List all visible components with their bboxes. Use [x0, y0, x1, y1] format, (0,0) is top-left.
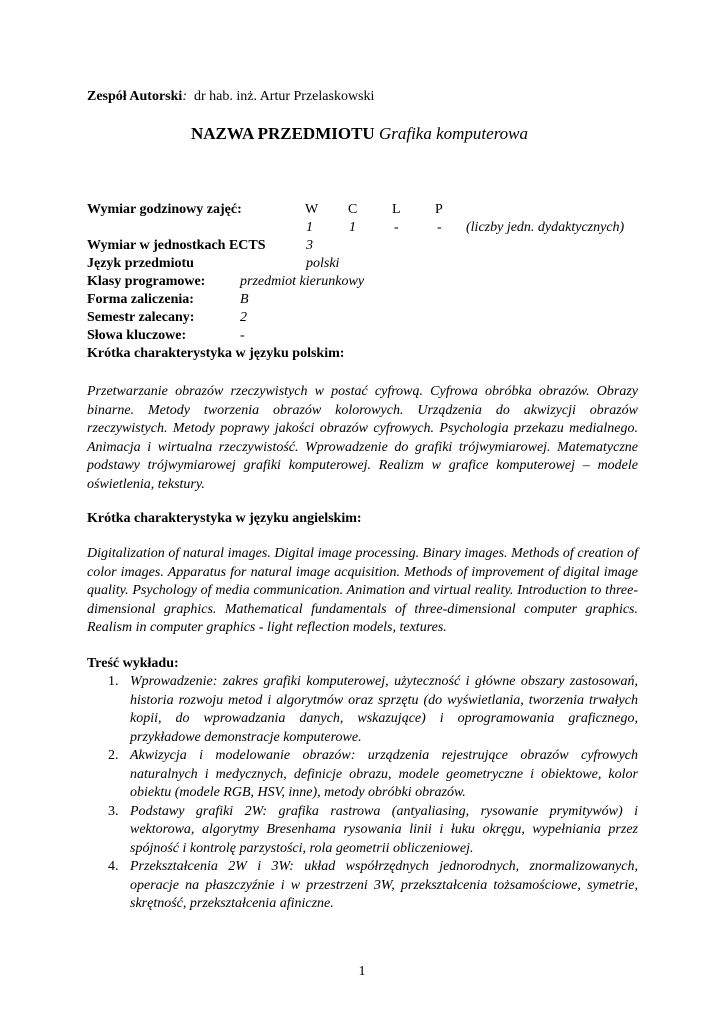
ects-label: Wymiar w jednostkach ECTS — [87, 238, 266, 253]
list-item-text: Akwizycja i modelowanie obrazów: urządzenia rejestrujące obrazów cyfrowych naturalnych i medycznych, definicje obrazu, modele geometryczne i obiektowe, kolor obiektu (modele RGB, HSV, inne), metody obróbki obrazów. — [130, 748, 638, 800]
subject-label: NAZWA PRZEDMIOTU — [191, 124, 375, 143]
hours-val-l: - — [394, 220, 399, 235]
hours-col-w: W — [305, 202, 319, 217]
list-item-number: 4. — [108, 859, 119, 874]
form-label: Forma zaliczenia: — [87, 292, 194, 307]
language-value: polski — [306, 256, 340, 271]
list-item — [108, 673, 638, 747]
lecture-label: Treść wykładu: — [87, 656, 179, 671]
page-title — [191, 124, 528, 144]
hours-col-c: C — [348, 202, 358, 217]
semester-value: 2 — [240, 310, 247, 325]
program-label: Klasy programowe: — [87, 274, 206, 289]
list-item — [108, 803, 638, 859]
page-number: 1 — [358, 964, 366, 979]
list-item — [108, 747, 638, 803]
desc-pl-text: Przetwarzanie obrazów rzeczywistych w postać cyfrową. Cyfrowa obróbka obrazów. Obrazy binarne. Metody tworzenia obrazów kolorowych. Urządzenia do akwizycji obrazów rzeczywistych. Metody poprawy jakości obrazów cyfrowych. Psychologia przekazu medialnego. Animacja i wirtualna rzeczywistość. Wprowadzenie do grafiki trójwymiarowej. Matematyczne podstawy trójwymiarowej grafiki komputerowej. Realizm w grafice komputerowej – modele oświetlenia, tekstury. — [87, 384, 638, 492]
list-item-text: Podstawy grafiki 2W: grafika rastrowa (antyaliasing, rysowanie prymitywów) i wektorowa, algorytmy Bresenhama rysowania linii i łuku okręgu, wypełniania przez spójność i kontrolę parzystości, rola geometrii obliczeniowej. — [130, 803, 638, 856]
keywords-label: Słowa kluczowe: — [87, 328, 187, 343]
desc-en-label: Krótka charakterystyka w języku angielskim: — [87, 511, 362, 526]
authors-colon: : — [182, 89, 187, 104]
language-label: Język przedmiotu — [87, 256, 194, 271]
list-item — [108, 858, 638, 914]
desc-en-text: Digitalization of natural images. Digital image processing. Binary images. Methods of creation of color images. Apparatus for natural image acquisition. Methods of improvement of digital image quality. Psychology of media communication. Animation and virtual reality. Introduction to three-dimensional graphics. Mathematical fundamentals of three-dimensional computer graphics. Realism in computer graphics - light reflection models, textures. — [87, 546, 638, 635]
subject-name: Grafika komputerowa — [378, 124, 529, 143]
desc-pl-label: Krótka charakterystyka w języku polskim: — [87, 346, 345, 361]
hours-col-p: P — [435, 202, 443, 217]
hours-val-w: 1 — [306, 220, 313, 235]
hours-label: Wymiar godzinowy zajęć: — [87, 202, 242, 217]
list-item-text: Wprowadzenie: zakres grafiki komputerowej, użyteczność i główne obszary zastosowań, historia rozwoju metod i algorytmów oraz sprzętu (do wyświetlania, tworzenia trwałych kopii, do wprowadzania danych, wskazujące) i oprogramowania graficznego, przykładowe demonstracje komputerowe. — [130, 674, 638, 745]
hours-note: (liczby jedn. dydaktycznych) — [466, 220, 625, 235]
authors-line — [87, 88, 374, 106]
hours-val-c: 1 — [349, 220, 356, 235]
list-item-text: Przekształcenia 2W i 3W: układ współrzędnych jednorodnych, znormalizowanych, operacje na płaszczyźnie i w przestrzeni 3W, przekształcenia tożsamościowe, symetrie, skrętność, przekształcenia afiniczne. — [130, 859, 638, 911]
authors-label: Zespół Autorski — [87, 89, 183, 104]
list-item-number: 2. — [108, 748, 119, 763]
authors-value: dr hab. inż. Artur Przelaskowski — [193, 89, 375, 104]
list-item-number: 1. — [108, 674, 119, 689]
form-value: B — [240, 292, 249, 307]
ects-value: 3 — [306, 238, 313, 253]
list-item-number: 3. — [108, 803, 119, 819]
keywords-value: - — [240, 328, 245, 343]
semester-label: Semestr zalecany: — [87, 310, 195, 325]
program-value: przedmiot kierunkowy — [240, 274, 365, 289]
lecture-list — [87, 673, 638, 914]
hours-val-p: - — [437, 220, 442, 235]
hours-col-l: L — [392, 202, 401, 217]
